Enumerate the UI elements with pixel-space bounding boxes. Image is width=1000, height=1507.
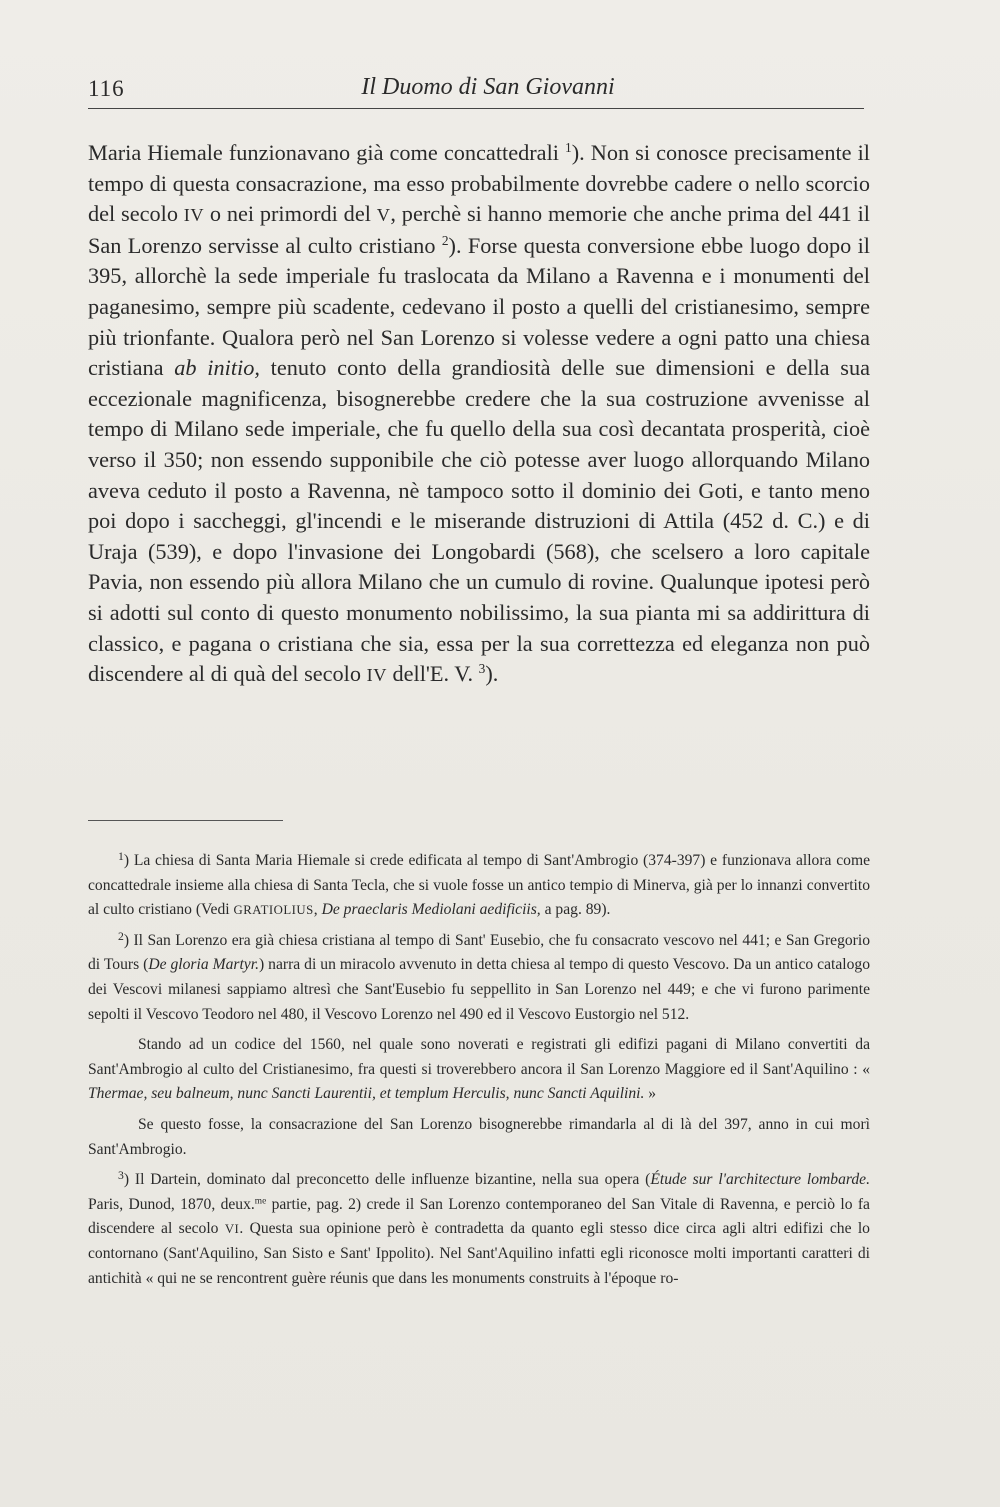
roman-numeral: V (376, 205, 391, 226)
page-header (88, 72, 864, 112)
text-run: ) La chiesa di Santa Maria Hiemale si crede edificata al tempo di Sant'Ambrogio (374-397) e funzionava allora come concattedrale insieme alla chiesa di Santa Tecla, che si vuole fosse un antico tempio di Minerva, già per lo innanzi convertito al culto cristiano (Vedi (88, 852, 870, 919)
text-run: Paris, Dunod, 1870, deux. (88, 1195, 255, 1213)
text-run: , (313, 901, 322, 919)
text-run: ) narra di un miracolo avvenuto in detta chiesa al tempo di questo Vescovo. Da un antico catalogo dei Vescovi milanesi sappiamo altresì che Sant'Eusebio fu seppellito in San Lorenzo nel 449; e che vi furono parimente sepolti il Vescovo Teodoro nel 480, il Vescovo Lorenzo nel 490 ed il Vescovo Eustorgio nel 512. (88, 956, 870, 1023)
text-run: partie, pag. 2) crede il San Lorenzo contemporaneo del San Vitale di Ravenna, e perciò lo fa discendere al secolo (88, 1195, 870, 1238)
text-run: ) Il Dartein, dominato dal preconcetto delle influenze bizantine, nella sua opera ( (123, 1171, 651, 1189)
footnote-2-paragraph-2 (88, 1033, 870, 1107)
footnotes (88, 849, 870, 1291)
text-run: , perchè si hanno memorie che anche prima del 441 il San Lorenzo servisse al culto cristiano (88, 201, 870, 258)
text-run: Maria Hiemale funzionavano già come concattedrali (88, 140, 566, 165)
footnote-rule (88, 820, 283, 821)
running-title: Il Duomo di San Giovanni (361, 74, 615, 100)
italic-quote: Thermae, seu balneum, nunc Sancti Laurentii, et templum Herculis, nunc Sancti Aquilini. (88, 1085, 645, 1103)
footnote-2-paragraph-3: Se questo fosse, la consacrazione del San Lorenzo bisognerebbe rimandarla al di là del 397, anno in cui morì Sant'Ambrogio. (88, 1115, 870, 1158)
main-paragraph (88, 138, 870, 691)
footnote-mark: 1 (118, 849, 124, 863)
text-run: ). (485, 661, 499, 687)
roman-numeral: IV (366, 665, 387, 686)
footnote-3 (88, 1168, 870, 1291)
italic-title: De gloria Martyr. (148, 956, 259, 974)
text-run: » (644, 1085, 657, 1103)
footnote-mark: 3 (118, 1168, 124, 1182)
text-run: . Questa sua opinione però è contradetta da quanto egli stesso dice circa agli altri edifizi che lo contornano (Sant'Aquilino, San Sisto e Sant' Ippolito). Nel Sant'Aquilino infatti egli riconosce molti importanti caratteri di antichità « qui ne se rencontrent guère réunis que dans les monuments construits à l'époque ro- (88, 1220, 870, 1287)
roman-numeral: VI (224, 1222, 240, 1237)
page-number: 116 (88, 76, 125, 101)
text-run: o nei primordi del (204, 201, 377, 227)
main-text (88, 138, 870, 691)
footnote-ref-1: 1 (565, 139, 572, 155)
text-run: dell'E. V. (386, 661, 479, 687)
footnote-ref-3: 3 (478, 661, 486, 677)
text-run: ) Il San Lorenzo era già chiesa cristiana al tempo di Sant' Eusebio, che fu consacrato vescovo nel 441; e San Gregorio di Tours ( (88, 931, 870, 974)
superscript: me (254, 1196, 267, 1207)
text-run: a pag. 89). (540, 901, 611, 919)
text-run: ). Forse questa conversione ebbe luogo dopo il 395, allorchè la sede imperiale fu traslocata da Milano a Ravenna e i monumenti del paganesimo, sempre più scadente, cedevano il posto a quelli del cristianesimo, sempre più trionfante. Qualora però nel San Lorenzo si volesse vedere a ogni patto una chiesa cristiana (88, 232, 871, 381)
text-run: ). Non si conosce precisamente il tempo di questa consacrazione, ma esso probabilmente dovrebbe cadere o nello scorcio del secolo (88, 140, 870, 227)
italic-title: De praeclaris Mediolani aedificiis, (321, 901, 541, 919)
text-run: Stando ad un codice del 1560, nel quale sono noverati e registrati gli edifizi pagani di Milano convertiti da Sant'Ambrogio al culto del Cristianesimo, fra questi si troverebbero ancora il San Lorenzo Maggiore ed il Sant'Aquilino : « (88, 1036, 870, 1078)
footnote-mark: 2 (118, 929, 124, 943)
italic-title: Étude sur l'architecture lombarde. (650, 1171, 870, 1189)
header-rule (88, 108, 864, 109)
footnote-2 (88, 929, 870, 1027)
roman-numeral: IV (183, 205, 205, 226)
footnote-ref-2: 2 (441, 232, 449, 248)
author-name: GRATIOLIUS (233, 903, 314, 918)
italic-phrase: ab initio, (174, 355, 260, 381)
text-run: tenuto conto della grandiosità delle sue dimensioni e della sua eccezionale magnificenza, bisognerebbe credere che la sua costruzione avvenisse al tempo di Milano sede imperiale, che fu quello della sua così decantata prosperità, cioè verso il 350; non essendo supponibile che ciò potesse aver luogo allorquando Milano aveva ceduto il posto a Ravenna, nè tampoco sotto il dominio dei Goti, e tanto meno poi dopo i saccheggi, gl'incendi e le miserande distruzioni di Attila (452 d. C.) e di Uraja (539), e dopo l'invasione dei Longobardi (568), che scelsero a loro capitale Pavia, non essendo più allora Milano che un cumulo di rovine. Qualunque ipotesi però si adotti sul conto di questo monumento nobilissimo, la sua pianta mi sa addirittura di classico, e pagana o cristiana che sia, essa per la sua correttezza ed eleganza non può discendere al di quà del secolo (88, 355, 871, 687)
footnote-1 (88, 849, 870, 923)
